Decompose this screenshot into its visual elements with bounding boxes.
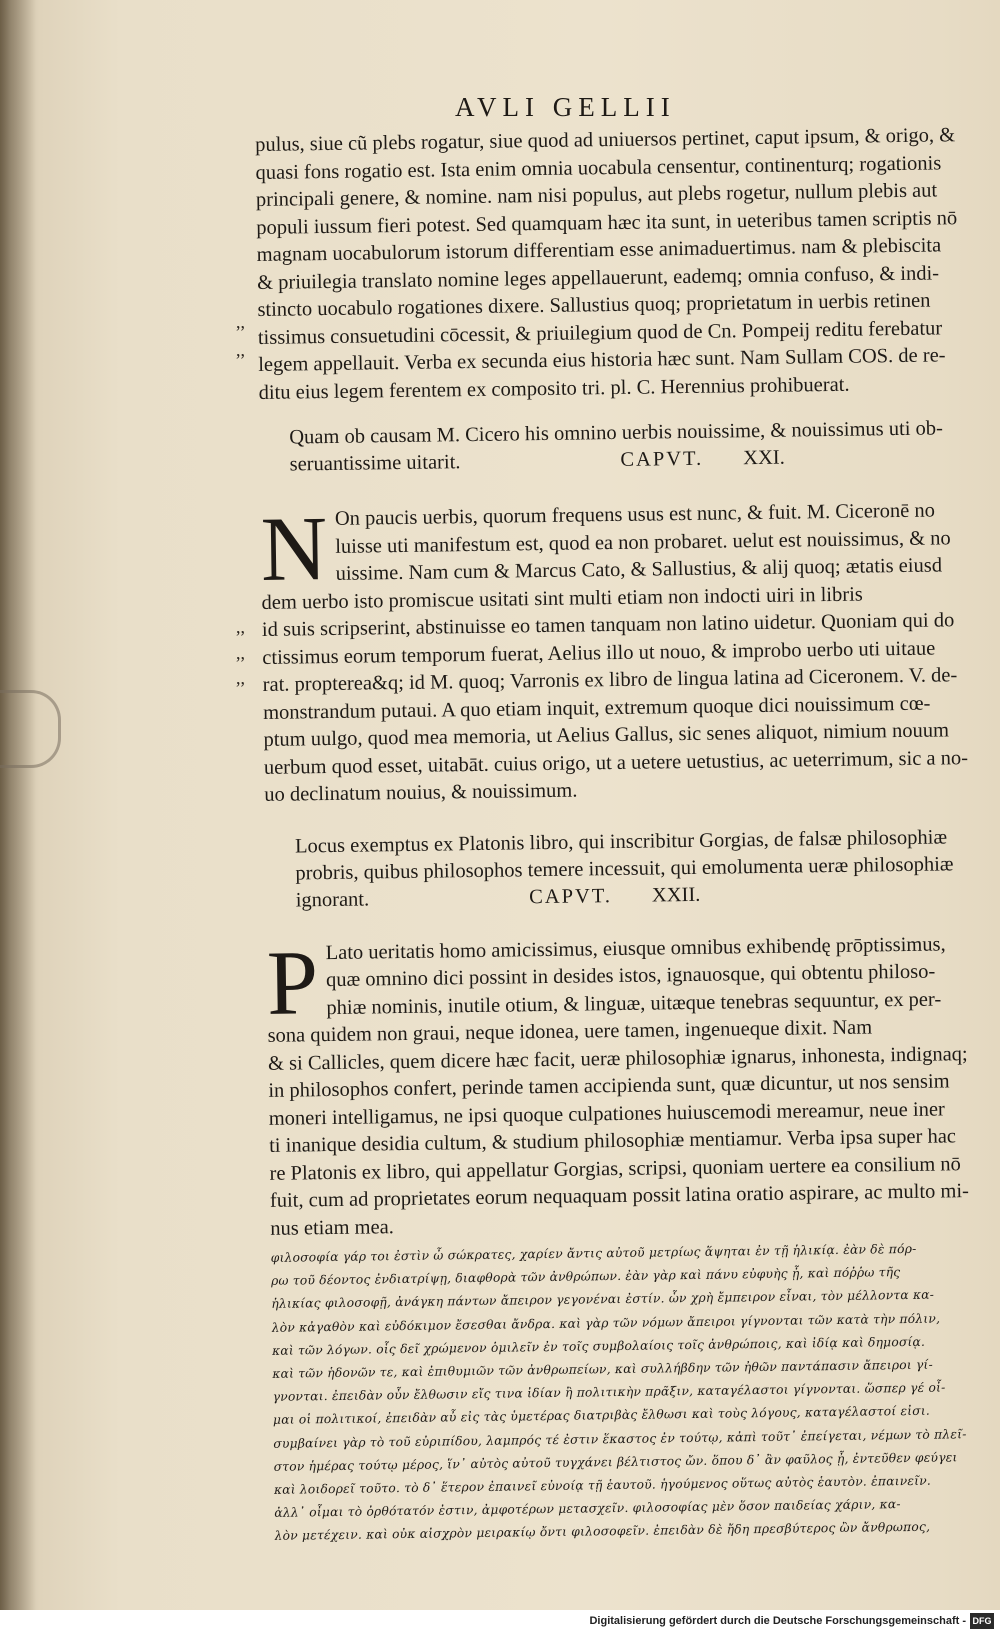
greek-line: γνονται. ἐπειδὰν οὖν ἔλθωσιν εἴς τινα ἰδίαν ἢ πολιτικὴν πρᾶξιν, καταγέλαστοι γίγνονται. ὥσπερ γέ οἶ- <box>272 1380 946 1405</box>
quote-mark: ,, <box>236 312 245 332</box>
greek-line: συμβαίνει γὰρ τὸ τοῦ εὐριπίδου, λαμπρός τέ ἐστιν ἕκαστος ἐν τούτῳ, κἀπὶ τοῦτ᾽ ἐπείγεται, νέμων τὸ πλεῖ- <box>273 1426 967 1451</box>
drop-cap: N <box>260 497 328 600</box>
text-line: On paucis uerbis, quorum frequens usus est nunc, & fuit. M. Ciceronē no <box>334 499 936 530</box>
quote-mark: ,, <box>236 643 245 663</box>
text-line: monstrandum putaui. A quo etiam inquit, extremum quoque dici nouissimum cœ- <box>262 692 931 724</box>
text-line: magnam uocabulorum istorum differentiam esse animaduertimus. nam & plebiscita <box>256 234 942 266</box>
text-line: & si Callicles, quem dicere hæc facit, ueræ philosophiæ ignarus, inhonesta, indignaq; <box>267 1042 968 1075</box>
footer-credit: Digitalisierung gefördert durch die Deutsche Forschungsgemeinschaft - <box>589 1615 966 1627</box>
text-line: & priuilegia translato nomine leges appellauerunt, eademq; omnia confuso, & indi- <box>256 261 940 294</box>
dfg-logo-icon: DFG <box>970 1613 994 1629</box>
text-line: dem uerbo isto promiscue usitati sint multi etiam non indocti uiri in libris <box>261 583 863 614</box>
text-line: ctissimus eorum temporum fuerat, Aelius illo ut nouo, & improbo uerbo uti uitaue <box>262 637 936 669</box>
greek-line: καὶ λοιδορεῖ τοῦτο. τὸ δ᾽ ἕτερον ἐπαινεῖ εὐνοίᾳ τῇ ἑαυτοῦ. ἡγούμενος οὕτως αὐτὸς ἑαυτὸν. ἐπαινεῖν. <box>273 1473 932 1497</box>
text-line: pulus, siue cũ plebs rogatur, siue quod ad uniuersos pertinet, caput ipsum, & origo, & <box>255 124 956 156</box>
heading-line: probris, quibus philosophos temere incessuit, qui emolumenta ueræ philosophiæ <box>295 852 954 885</box>
text-line: rat. propterea&q; id M. quoq; Varronis ex libro de lingua latina ad Ciceronem. V. de- <box>262 664 958 696</box>
text-line: quæ omnino dici possint in desides istos, ignauosque, qui obtentu philoso- <box>325 960 936 992</box>
text-line: ti inanique desidia cultum, & studium philosophiæ mentiamur. Verba ipsa super hac <box>269 1125 957 1157</box>
greek-line: καὶ τῶν λόγων. οἷς δεῖ χρώμενον ὁμιλεῖν ἐν τοῖς συμβολαίοις τοῖς ἀνθρώποις, καὶ ἰδίᾳ καὶ δημοσίᾳ. <box>271 1334 926 1358</box>
greek-line: ρω τοῦ δέοντος ἐνδιατρίψῃ, διαφθορὰ τῶν ἀνθρώπων. ἐὰν γὰρ καὶ πάνυ εὐφυὴς ᾖ, καὶ πόῤῥω τῆς <box>270 1265 901 1289</box>
paragraph-1 <box>255 122 979 407</box>
caput-label: CAPVT. <box>620 447 704 471</box>
text-line: phiæ nominis, inutile otium, & linguæ, uitæque tenebras sequuntur, ex per- <box>326 988 942 1019</box>
page-clip <box>0 690 61 768</box>
text-line: stincto uocabulo rogationes dixere. Sallustius quoq; proprietatum in uerbis retinen <box>257 289 931 321</box>
text-line: uerbum quod esset, uitabāt. cuius origo, ut a uetere uetustius, ac ueterrimum, sic a no- <box>263 746 969 779</box>
text-line: in philosophos confert, perinde tamen accipienda sunt, quæ dicuntur, ut nos sensim <box>268 1070 950 1102</box>
text-line: moneri intelligamus, ne ipsi quoque culpationes huiuscemodi mereamur, neue iner <box>268 1097 945 1130</box>
text-line: legem appellauit. Verba ex secunda eius historia hæc sunt. Nam Sullam COS. de re- <box>258 344 946 376</box>
greek-line: ἀλλ᾽ οἶμαι τὸ ὀρθότατόν ἐστιν, ἀμφοτέρων μετασχεῖν. φιλοσοφίας μὲν ὅσον παιδείας χάριν, κα- <box>274 1497 901 1521</box>
heading-text: ignorant. <box>295 887 370 912</box>
caput-number: XXI. <box>743 446 785 470</box>
paragraph-2 <box>260 497 984 810</box>
heading-line: Locus exemptus ex Platonis libro, qui inscribitur Gorgias, de falsæ philosophiæ <box>294 825 948 858</box>
caput-label: CAPVT. <box>529 884 613 908</box>
text-line: tissimus consuetudini cōcessit, & priuilegium quod de Cn. Pompeij reditu ferebatur <box>257 316 943 349</box>
text-line: uissime. Nam cum & Marcus Cato, & Sallustius, & alij quoq; ætatis eiusd <box>335 554 943 585</box>
running-head: AVLI GELLII <box>455 92 676 122</box>
greek-line: ἡλικίας φιλοσοφῇ, ἀνάγκη πάντων ἄπειρον γεγονέναι ἐστίν. ὧν χρὴ ἔμπειρον εἶναι, τὸν μέλλοντα κα- <box>271 1288 935 1312</box>
greek-line: στον ἡμέρας τούτῳ μέρος, ἵν᾽ αὐτὸς αὐτοῦ τυγχάνει βέλτιστος ὤν. ὅπου δ᾽ ἂν φαῦλος ᾖ, ἐντεῦθεν φεύγει <box>273 1450 958 1474</box>
chapter-heading-21 <box>259 415 980 479</box>
greek-line: λὸν κἀγαθὸν καὶ εὐδόκιμον ἔσεσθαι ἄνδρα. καὶ γὰρ τῶν νόμων ἄπειροι γίγνονται τῶν κατὰ τὴν πόλιν, <box>271 1311 941 1335</box>
text-line: ditu eius legem ferentem ex composito tri. pl. C. Herennius prohibuerat. <box>258 373 850 404</box>
text-line: sona quidem non graui, neque idonea, uere tamen, ingenueque dixit. Nam <box>267 1016 873 1047</box>
text-line: re Platonis ex libro, qui appellatur Gorgias, scripsi, quoniam uertere ea consilium nō <box>269 1152 961 1185</box>
text-line: populi iussum fieri potest. Sed quamquam hæc ita sunt, in ueteribus tamen scriptis nō <box>256 206 958 239</box>
gutter-shadow <box>0 0 36 1610</box>
drop-cap: P <box>266 930 319 1034</box>
chapter-heading-22 <box>265 823 986 914</box>
text-line: fuit, cum ad proprietates eorum nequaquam possit latina oratio aspirare, ac multo mi- <box>269 1180 970 1212</box>
greek-line: λὸν μετέχειν. καὶ οὐκ αἰσχρὸν μειρακίῳ ὄντι φιλοσοφεῖν. ἐπειδὰν δὲ ἤδη πρεσβύτερος ὢν ἄνθρωπος, <box>274 1520 931 1544</box>
text-line: luisse uti manifestum est, quod ea non probaret. uelut est nouissimus, & no <box>335 526 951 558</box>
quote-mark: ,, <box>236 617 245 637</box>
text-line: Lato ueritatis homo amicissimus, eiusque omnibus exhibendę prōptissimus, <box>325 932 946 964</box>
text-line: quasi fons rogatio est. Ista enim omnia uocabula censentur, continenturq; rogationis <box>255 151 942 184</box>
text-line: id suis scripserint, abstinuisse eo tamen tanquam non latino uidetur. Quoniam qui do <box>261 609 955 641</box>
text-line: uo declinatum nouius, & nouissimum. <box>264 779 578 806</box>
quote-mark: ,, <box>236 340 245 360</box>
heading-text: seruantissime uitarit. <box>289 451 461 476</box>
greek-quotation <box>271 1237 995 1549</box>
text-block <box>255 122 995 1549</box>
text-line: nus etiam mea. <box>270 1215 394 1240</box>
quote-mark: ,, <box>236 668 245 688</box>
heading-line: Quam ob causam M. Cicero his omnino uerbis nouissime, & nouissimus uti ob- <box>289 417 944 449</box>
greek-line: καὶ τῶν ἡδονῶν τε, καὶ ἐπιθυμιῶν τῶν ἀνθρωπείων, καὶ συλλήβδην τῶν ἠθῶν παντάπασιν ἄπειροι γί- <box>272 1357 933 1381</box>
greek-line: μαι οἱ πολιτικοί, ἐπειδὰν αὖ εἰς τὰς ὑμετέρας διατριβὰς ἔλθωσι καὶ τοὺς λόγους, καταγέλαστοί εἰσι. <box>272 1404 931 1428</box>
text-line: principali genere, & nomine. nam nisi populus, aut plebs rogetur, nullum plebis aut <box>255 179 938 211</box>
paragraph-3 <box>266 930 990 1243</box>
text-line: ptum uulgo, quod mea memoria, ut Aelius Gallus, sic senes aliquot, nimium nouum <box>263 719 950 751</box>
caput-number: XXII. <box>651 883 701 907</box>
greek-line: φιλοσοφία γάρ τοι ἐστὶν ὦ σώκρατες, χαρίεν ἄντις αὐτοῦ μετρίως ἅψηται ἐν τῇ ἡλικίᾳ. ἐὰν δὲ πόρ- <box>270 1241 917 1265</box>
footer-bar <box>0 1610 1000 1634</box>
